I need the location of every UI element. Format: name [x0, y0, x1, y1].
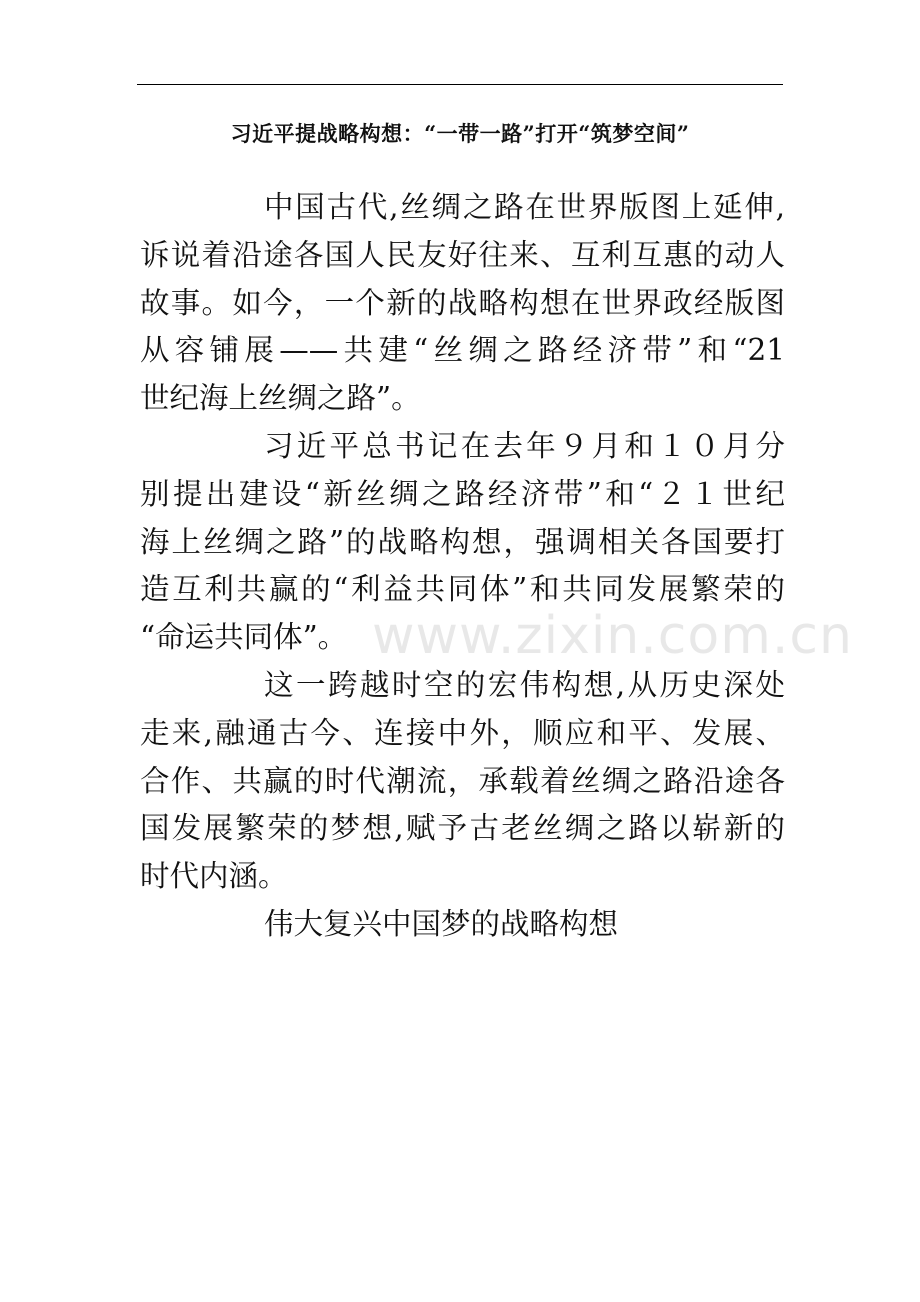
paragraph-3	[140, 662, 785, 901]
paragraph-line: 时代内涵。	[140, 859, 288, 894]
article-title: 习近平提战略构想：“一带一路”打开“筑梦空间”	[230, 121, 690, 146]
section-subheading: 伟大复兴中国梦的战略构想	[264, 906, 619, 941]
paragraph-line: 海上丝绸之路”的战略构想，强调相关各国要打	[140, 524, 785, 559]
paragraph-line: 走来,融通古今、连接中外，顺应和平、发展、	[140, 715, 785, 750]
paragraph-line: 造互利共赢的“利益共同体”和共同发展繁荣的	[140, 572, 785, 607]
paragraph-line: 别提出建设“新丝绸之路经济带”和“２１世纪	[140, 476, 785, 511]
watermark: www.zixin.com.cn	[372, 606, 853, 666]
paragraph-2	[140, 423, 785, 662]
paragraph-line: 国发展繁荣的梦想,赋予古老丝绸之路以崭新的	[140, 811, 785, 846]
paragraph-line: 这一跨越时空的宏伟构想,从历史深处	[264, 667, 785, 702]
article-body	[140, 184, 785, 949]
paragraph-1	[140, 184, 785, 423]
paragraph-line: “命运共同体”。	[140, 620, 348, 655]
paragraph-line: 诉说着沿途各国人民友好往来、互利互惠的动人	[140, 237, 785, 272]
header-rule	[137, 84, 783, 85]
paragraph-line: 从容铺展——共建“丝绸之路经济带”和“21	[140, 333, 785, 368]
paragraph-line: 故事。如今，一个新的战略构想在世界政经版图	[140, 285, 785, 320]
paragraph-line: 中国古代,丝绸之路在世界版图上延伸,	[264, 190, 785, 224]
paragraph-line: 习近平总书记在去年９月和１０月分	[264, 428, 785, 463]
paragraph-line: 世纪海上丝绸之路”。	[140, 381, 421, 416]
paragraph-line: 合作、共赢的时代潮流，承载着丝绸之路沿途各	[140, 763, 785, 798]
